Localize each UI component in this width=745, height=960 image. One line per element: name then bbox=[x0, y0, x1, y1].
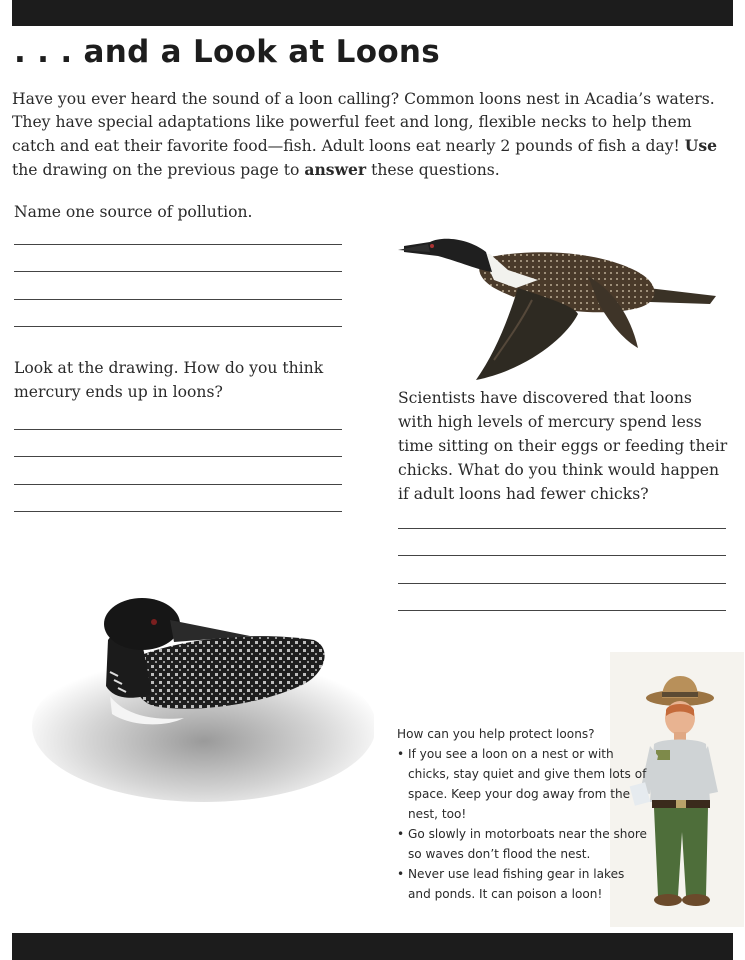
answer-line[interactable] bbox=[14, 272, 342, 300]
answer-line[interactable] bbox=[398, 556, 726, 584]
tips-title: How can you help protect loons? bbox=[397, 727, 595, 741]
intro-text-3: these questions. bbox=[366, 161, 500, 179]
bottom-black-bar bbox=[12, 933, 733, 960]
tip-item: • Never use lead fishing gear in lakes and ponds. It can poison a loon! bbox=[397, 864, 647, 904]
answer-line[interactable] bbox=[14, 457, 342, 485]
tip-item: • Go slowly in motorboats near the shore so waves don’t flood the nest. bbox=[397, 824, 647, 864]
answer-line[interactable] bbox=[14, 217, 342, 245]
question-fewer-chicks: Scientists have discovered that loons with high levels of mercury spend less time sitting on their eggs or feeding their chicks. What do you think would happen if adult loons had fewer chicks? bbox=[398, 389, 728, 503]
intro-text-1: Have you ever heard the sound of a loon calling? Common loons nest in Acadia’s waters. They have special adaptations like powerful feet and long, flexible necks to help them catch and eat their favorite food—fish. Adult loons eat nearly 2 pounds of fish a day! bbox=[12, 90, 715, 155]
protect-loons-tips bbox=[397, 724, 647, 904]
answer-line[interactable] bbox=[398, 501, 726, 529]
page-title: . . . and a Look at Loons bbox=[14, 34, 441, 70]
answer-lines-pollution[interactable] bbox=[14, 217, 342, 327]
answer-lines-mercury[interactable] bbox=[14, 402, 342, 512]
answer-line[interactable] bbox=[398, 584, 726, 612]
answer-line[interactable] bbox=[14, 430, 342, 458]
tip-item: • If you see a loon on a nest or with chicks, stay quiet and give them lots of space. Keep your dog away from the nest, too! bbox=[397, 744, 647, 824]
intro-use-word: Use bbox=[684, 136, 718, 155]
tips-list bbox=[397, 744, 647, 904]
intro-text-2: the drawing on the previous page to bbox=[12, 161, 305, 179]
swimming-loon-illustration bbox=[14, 576, 374, 806]
intro-paragraph bbox=[12, 88, 728, 182]
flying-loon-illustration bbox=[398, 228, 724, 384]
question-mercury-path: Look at the drawing. How do you think mercury ends up in loons? bbox=[14, 359, 324, 401]
question-pollution-source: Name one source of pollution. bbox=[14, 203, 253, 221]
answer-lines-chicks[interactable] bbox=[398, 501, 726, 611]
intro-answer-word: answer bbox=[304, 160, 367, 179]
answer-line[interactable] bbox=[14, 245, 342, 273]
answer-line[interactable] bbox=[14, 402, 342, 430]
answer-line[interactable] bbox=[14, 300, 342, 328]
answer-line[interactable] bbox=[14, 485, 342, 513]
answer-line[interactable] bbox=[398, 529, 726, 557]
top-black-bar bbox=[12, 0, 733, 26]
